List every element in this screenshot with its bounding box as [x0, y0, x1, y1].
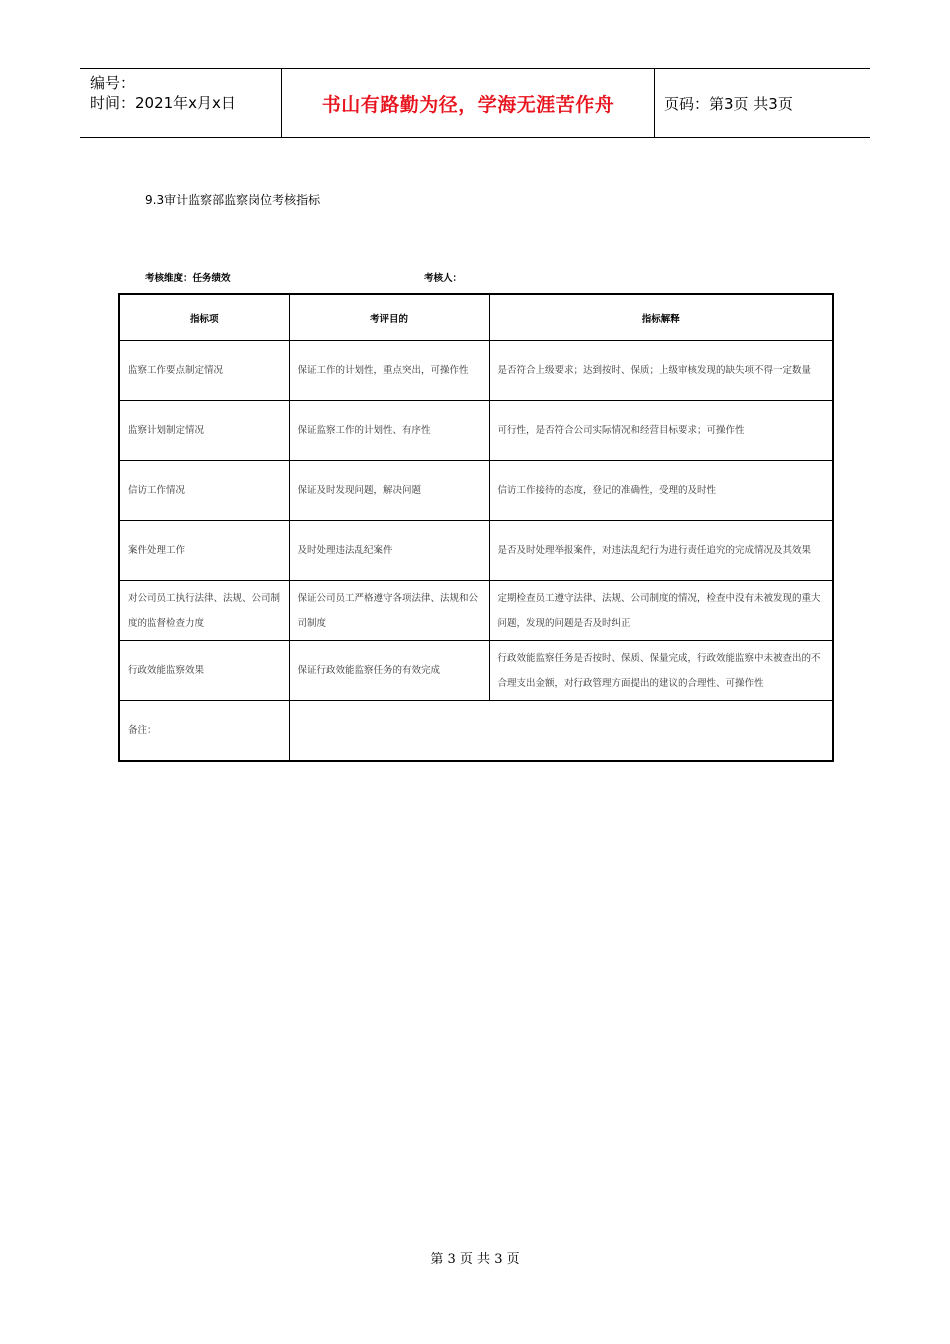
section-title: 9.3审计监察部监察岗位考核指标: [145, 193, 321, 207]
assessment-dimension: 考核维度：任务绩效: [145, 273, 231, 284]
cell-item: 行政效能监察效果: [119, 641, 289, 701]
cell-purpose: 保证公司员工严格遵守各项法律、法规和公司制度: [289, 581, 489, 641]
table-row: [119, 641, 833, 701]
table-row: [119, 401, 833, 461]
cell-purpose: 保证及时发现问题，解决问题: [289, 461, 489, 521]
cell-purpose: 保证监察工作的计划性、有序性: [289, 401, 489, 461]
document-number-label: 编号：: [90, 74, 136, 92]
table-row: [119, 461, 833, 521]
cell-purpose: 及时处理违法乱纪案件: [289, 521, 489, 581]
notes-row: [119, 701, 833, 762]
header-meta: [90, 73, 280, 113]
cell-item: 监察工作要点制定情况: [119, 341, 289, 401]
cell-explanation: 可行性，是否符合公司实际情况和经营目标要求；可操作性: [489, 401, 833, 461]
cell-explanation: 信访工作接待的态度，登记的准确性，受理的及时性: [489, 461, 833, 521]
table-row: [119, 341, 833, 401]
kpi-table: [118, 293, 834, 762]
table-header-row: [119, 294, 833, 341]
cell-purpose: 保证行政效能监察任务的有效完成: [289, 641, 489, 701]
table-row: [119, 581, 833, 641]
page-footer: 第 3 页 共 3 页: [430, 1252, 520, 1267]
document-time-label: 时间：2021年x月x日: [90, 94, 236, 112]
cell-item: 监察计划制定情况: [119, 401, 289, 461]
column-header-explanation: 指标解释: [489, 294, 833, 341]
cell-item: 案件处理工作: [119, 521, 289, 581]
header-page-number: 页码：第3页 共3页: [664, 94, 793, 113]
column-header-item: 指标项: [119, 294, 289, 341]
cell-purpose: 保证工作的计划性，重点突出，可操作性: [289, 341, 489, 401]
page-header: [80, 68, 870, 138]
table-row: [119, 521, 833, 581]
header-divider: [654, 69, 655, 137]
assessor-label: 考核人：: [424, 273, 463, 284]
notes-cell: [289, 701, 833, 762]
cell-item: 对公司员工执行法律、法规、公司制度的监督检查力度: [119, 581, 289, 641]
cell-item: 信访工作情况: [119, 461, 289, 521]
column-header-purpose: 考评目的: [289, 294, 489, 341]
cell-explanation: 行政效能监察任务是否按时、保质、保量完成，行政效能监察中未被查出的不合理支出金额，对行政管理方面提出的建议的合理性、可操作性: [489, 641, 833, 701]
cell-explanation: 定期检查员工遵守法律、法规、公司制度的情况，检查中没有未被发现的重大问题，发现的问题是否及时纠正: [489, 581, 833, 641]
cell-explanation: 是否符合上级要求；达到按时、保质；上级审核发现的缺失项不得一定数量: [489, 341, 833, 401]
header-motto: 书山有路勤为径，学海无涯苦作舟: [321, 93, 615, 116]
cell-explanation: 是否及时处理举报案件，对违法乱纪行为进行责任追究的完成情况及其效果: [489, 521, 833, 581]
notes-label: 备注：: [119, 701, 289, 762]
